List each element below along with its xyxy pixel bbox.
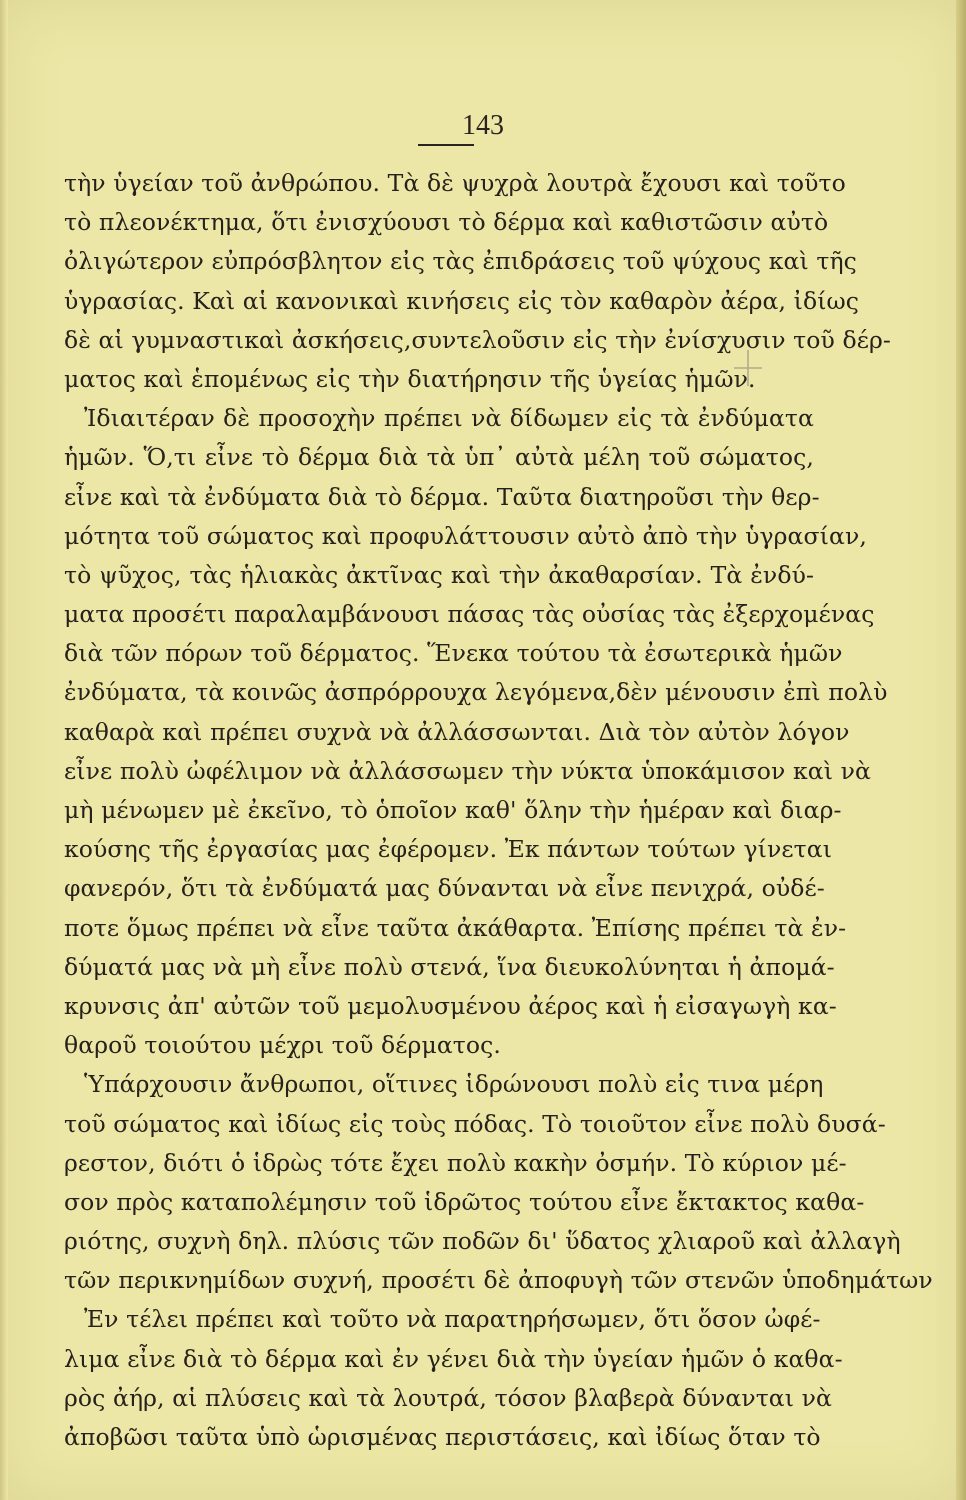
text-line: ριότης, συχνὴ δηλ. πλύσις τῶν ποδῶν δι' ὕδατος χλιαροῦ καὶ ἀλλαγὴ bbox=[64, 1227, 901, 1256]
text-line: ἡμῶν. Ὅ,τι εἶνε τὸ δέρμα διὰ τὰ ὑπ᾿ αὐτὰ μέλη τοῦ σώματος, bbox=[64, 443, 814, 472]
text-line: δὲ αἱ γυμναστικαὶ ἀσκήσεις,συντελοῦσιν εἰς τὴν ἐνίσχυσιν τοῦ δέρ- bbox=[64, 325, 891, 354]
text-line: ὀλιγώτερον εὐπρόσβλητον εἰς τὰς ἐπιδράσεις τοῦ ψύχους καὶ τῆς bbox=[64, 247, 857, 276]
text-line: θαροῦ τοιούτου μέχρι τοῦ δέρματος. bbox=[64, 1031, 501, 1060]
text-line: Ὑπάρχουσιν ἄνθρωποι, οἵτινες ἱδρώνουσι πολὺ εἰς τινα μέρη bbox=[84, 1070, 824, 1099]
page-right-edge bbox=[956, 0, 966, 1500]
text-line: ἀποβῶσι ταῦτα ὑπὸ ὡρισμένας περιστάσεις, καὶ ἰδίως ὅταν τὸ bbox=[64, 1423, 821, 1451]
text-line: ἐνδύματα, τὰ κοινῶς ἀσπρόρρουχα λεγόμενα,δὲν μένουσιν ἐπὶ πολὺ bbox=[64, 678, 888, 707]
text-line: σον πρὸς καταπολέμησιν τοῦ ἱδρῶτος τούτου εἶνε ἔκτακτος καθα- bbox=[64, 1187, 865, 1216]
text-line: τὸ ψῦχος, τὰς ἡλιακὰς ἀκτῖνας καὶ τὴν ἀκαθαρσίαν. Τὰ ἐνδύ- bbox=[64, 560, 814, 589]
text-line: κούσης τῆς ἐργασίας μας ἐφέρομεν. Ἐκ πάντων τούτων γίνεται bbox=[64, 835, 833, 864]
text-line: δύματά μας νὰ μὴ εἶνε πολὺ στενά, ἵνα διευκολύνηται ἡ ἀπομά- bbox=[64, 952, 835, 981]
body-text bbox=[64, 164, 933, 1457]
text-line: διὰ τῶν πόρων τοῦ δέρματος. Ἕνεκα τούτου τὰ ἐσωτερικὰ ἡμῶν bbox=[64, 639, 843, 668]
text-line: ματος καὶ ἑπομένως εἰς τὴν διατήρησιν τῆς ὑγείας ἡμῶν. bbox=[64, 364, 756, 393]
text-line: ρεστον, διότι ὁ ἱδρὼς τότε ἔχει πολὺ κακὴν ὀσμήν. Τὸ κύριον μέ- bbox=[64, 1148, 847, 1177]
text-line: μότητα τοῦ σώματος καὶ προφυλάττουσιν αὐτὸ ἀπὸ τὴν ὑγρασίαν, bbox=[64, 521, 867, 550]
page-number-underline bbox=[418, 144, 474, 146]
text-line: μὴ μένωμεν μὲ ἐκεῖνο, τὸ ὁποῖον καθ' ὅλην τὴν ἡμέραν καὶ διαρ- bbox=[64, 796, 842, 824]
text-line: φανερόν, ὅτι τὰ ἐνδύματά μας δύνανται νὰ εἶνε πενιχρά, οὐδέ- bbox=[64, 874, 825, 903]
text-line: τοῦ σώματος καὶ ἰδίως εἰς τοὺς πόδας. Τὸ τοιοῦτον εἶνε πολὺ δυσά- bbox=[64, 1109, 886, 1138]
text-line: ὑγρασίας. Καὶ αἱ κανονικαὶ κινήσεις εἰς τὸν καθαρὸν ἀέρα, ἰδίως bbox=[64, 286, 860, 315]
text-line: Ἐν τέλει πρέπει καὶ τοῦτο νὰ παρατηρήσωμεν, ὅτι ὅσον ὠφέ- bbox=[84, 1305, 821, 1334]
page-left-edge bbox=[0, 0, 8, 1500]
page-number: 143 bbox=[462, 110, 504, 141]
text-line: καθαρὰ καὶ πρέπει συχνὰ νὰ ἀλλάσσωνται. Διὰ τὸν αὐτὸν λόγον bbox=[64, 717, 850, 746]
text-line: εἶνε καὶ τὰ ἐνδύματα διὰ τὸ δέρμα. Ταῦτα διατηροῦσι τὴν θερ- bbox=[64, 482, 820, 511]
text-line: λιμα εἶνε διὰ τὸ δέρμα καὶ ἐν γένει διὰ τὴν ὑγείαν ἡμῶν ὁ καθα- bbox=[64, 1344, 843, 1373]
text-line: ματα προσέτι παραλαμβάνουσι πάσας τὰς οὐσίας τὰς ἐξερχομένας bbox=[64, 600, 875, 629]
text-line: Ἰδιαιτέραν δὲ προσοχὴν πρέπει νὰ δίδωμεν εἰς τὰ ἐνδύματα bbox=[84, 404, 814, 433]
text-line: ποτε ὅμως πρέπει νὰ εἶνε ταῦτα ἀκάθαρτα. Ἐπίσης πρέπει τὰ ἐν- bbox=[64, 913, 847, 942]
text-line: τὸ πλεονέκτημα, ὅτι ἐνισχύουσι τὸ δέρμα καὶ καθιστῶσιν αὐτὸ bbox=[64, 208, 829, 237]
text-line: εἶνε πολὺ ὠφέλιμον νὰ ἀλλάσσωμεν τὴν νύκτα ὑποκάμισον καὶ νὰ bbox=[64, 756, 871, 785]
text-line: τὴν ὑγείαν τοῦ ἀνθρώπου. Τὰ δὲ ψυχρὰ λουτρὰ ἔχουσι καὶ τοῦτο bbox=[64, 169, 846, 197]
text-line: κρυνσις ἀπ' αὐτῶν τοῦ μεμολυσμένου ἀέρος καὶ ἡ εἰσαγωγὴ κα- bbox=[64, 991, 837, 1020]
text-line: ρὸς ἀήρ, αἱ πλύσεις καὶ τὰ λουτρά, τόσον βλαβερὰ δύνανται νὰ bbox=[64, 1383, 833, 1412]
text-line: τῶν περικνημίδων συχνή, προσέτι δὲ ἀποφυγὴ τῶν στενῶν ὑποδημάτων bbox=[64, 1266, 933, 1295]
